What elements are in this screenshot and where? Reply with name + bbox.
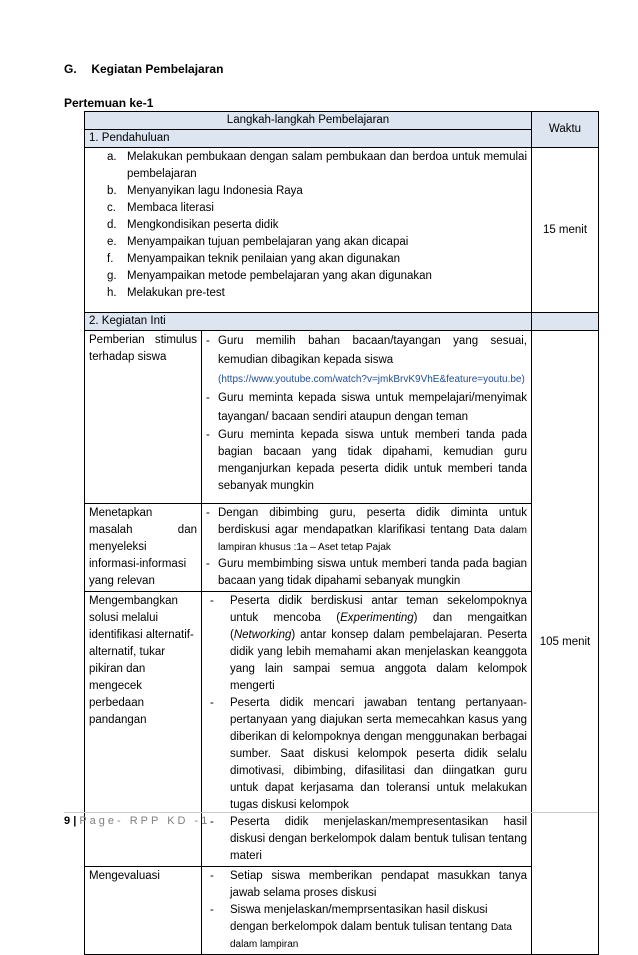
footer-separator: | (73, 815, 77, 827)
video-link[interactable]: (https://www.youtube.com/watch?v=jmkBrvK9VhE&feature=youtu.be) (218, 374, 525, 385)
meeting-title: Pertemuan ke-1 (64, 96, 154, 110)
list-item: h. Melakukan pre-test (107, 287, 225, 299)
core-problem-cell (202, 504, 532, 592)
header-steps: Langkah-langkah Pembelajaran (85, 112, 532, 130)
list-item: f. Menyampaikan teknik penilaian yang akan digunakan (107, 253, 400, 265)
footer-text: Page- RPP KD -1 (79, 815, 211, 827)
page-footer (64, 812, 598, 827)
core-title: 2. Kegiatan Inti (85, 313, 532, 331)
list-item: - Guru memilih bahan bacaan/tayangan yang sesuai, kemudian dibagikan kepada siswa (206, 335, 527, 366)
list-item: - Peserta didik mencari jawaban tentang pertanyaan-pertanyaan yang diajukan serta memecahkan kasus yang diberikan di kelompoknya dengan menggunakan berbagai sumber. Saat diskusi kelompok peserta didik selalu dimotivasi, dibimbing, difasilitasi dan diingatkan guru untuk dapat kerjasama dan toleransi untuk melakukan tugas diskusi kelompok (210, 697, 527, 811)
section-number: G. (64, 62, 77, 76)
section-heading (64, 62, 223, 76)
list-item: - Guru membimbing siswa untuk memberi tanda pada bagian bacaan yang tidak dipahami sebanyak mungkin (206, 558, 527, 587)
stimulus-list (206, 332, 527, 495)
intro-list (89, 149, 527, 302)
list-item: - Guru meminta kepada siswa untuk memberi tanda pada bagian bacaan yang tidak dipahami, kemudian guru menganjurkan kepada peserta didik untuk memberi tanda sebanyak mungkin (206, 429, 527, 492)
list-item: - Guru meminta kepada siswa untuk mempelajari/menyimak tayangan/ bacaan sendiri ataupun dengan teman (206, 392, 527, 423)
core-time: 105 menit (532, 331, 599, 955)
list-item (206, 370, 527, 389)
intro-time: 15 menit (532, 148, 599, 313)
core-stimulus-cell (202, 331, 532, 504)
core-label-evaluate: Mengevaluasi (85, 867, 202, 955)
intro-title: 1. Pendahuluan (85, 130, 532, 148)
core-label-solution: Mengembangkan solusi melalui identifikasi alternatif-alternatif, tukar pikiran dan mengecek perbedaan pandangan (85, 592, 202, 867)
intro-items-cell (85, 148, 532, 313)
list-item: g. Menyampaikan metode pembelajaran yang akan digunakan (107, 270, 432, 282)
list-item: d. Mengkondisikan peserta didik (107, 219, 279, 231)
core-label-stimulus: Pemberian stimulus terhadap siswa (85, 331, 202, 504)
core-evaluate-cell (202, 867, 532, 955)
section-title: Kegiatan Pembelajaran (91, 62, 224, 76)
problem-list (206, 505, 527, 590)
list-item: - Siswa menjelaskan/memprsentasikan hasil diskusi dengan berkelompok dalam bentuk tulisan tentang Data dalam lampiran (210, 904, 512, 950)
list-item: e. Menyampaikan tujuan pembelajaran yang akan dicapai (107, 236, 409, 248)
header-time: Waktu (532, 112, 599, 148)
evaluate-list (206, 868, 527, 953)
core-title-time-cell (532, 313, 599, 331)
list-item: b. Menyanyikan lagu Indonesia Raya (107, 185, 303, 197)
list-item: - Peserta didik menjelaskan/mempresentasikan hasil diskusi dengan berkelompok dalam bentuk tulisan tentang materi (210, 816, 527, 862)
core-label-problem: Menetapkan masalah dan menyeleksi informasi-informasi yang relevan (85, 504, 202, 592)
list-item: - Dengan dibimbing guru, peserta didik diminta untuk berdiskusi agar mendapatkan klarifikasi tentang Data dalam lampiran khusus :1a – Aset tetap Pajak (206, 507, 527, 553)
list-item: - Peserta didik berdiskusi antar teman sekelompoknya untuk mencoba (Experimenting) dan mengaitkan (Networking) antar konsep dalam pembelajaran. Peserta didik yang lebih memahami akan menjelaskan keanggota yang lain sampai semua anggota dalam kelompok mengerti (210, 595, 527, 692)
list-item: c. Membaca literasi (107, 202, 214, 214)
list-item: a. Melakukan pembukaan dengan salam pembukaan dan berdoa untuk memulai pembelajaran (107, 151, 527, 180)
list-item: - Setiap siswa memberikan pendapat masukkan tanya jawab selama proses diskusi (210, 870, 527, 899)
page-number: 9 (64, 815, 71, 827)
lesson-steps-table (84, 111, 599, 955)
